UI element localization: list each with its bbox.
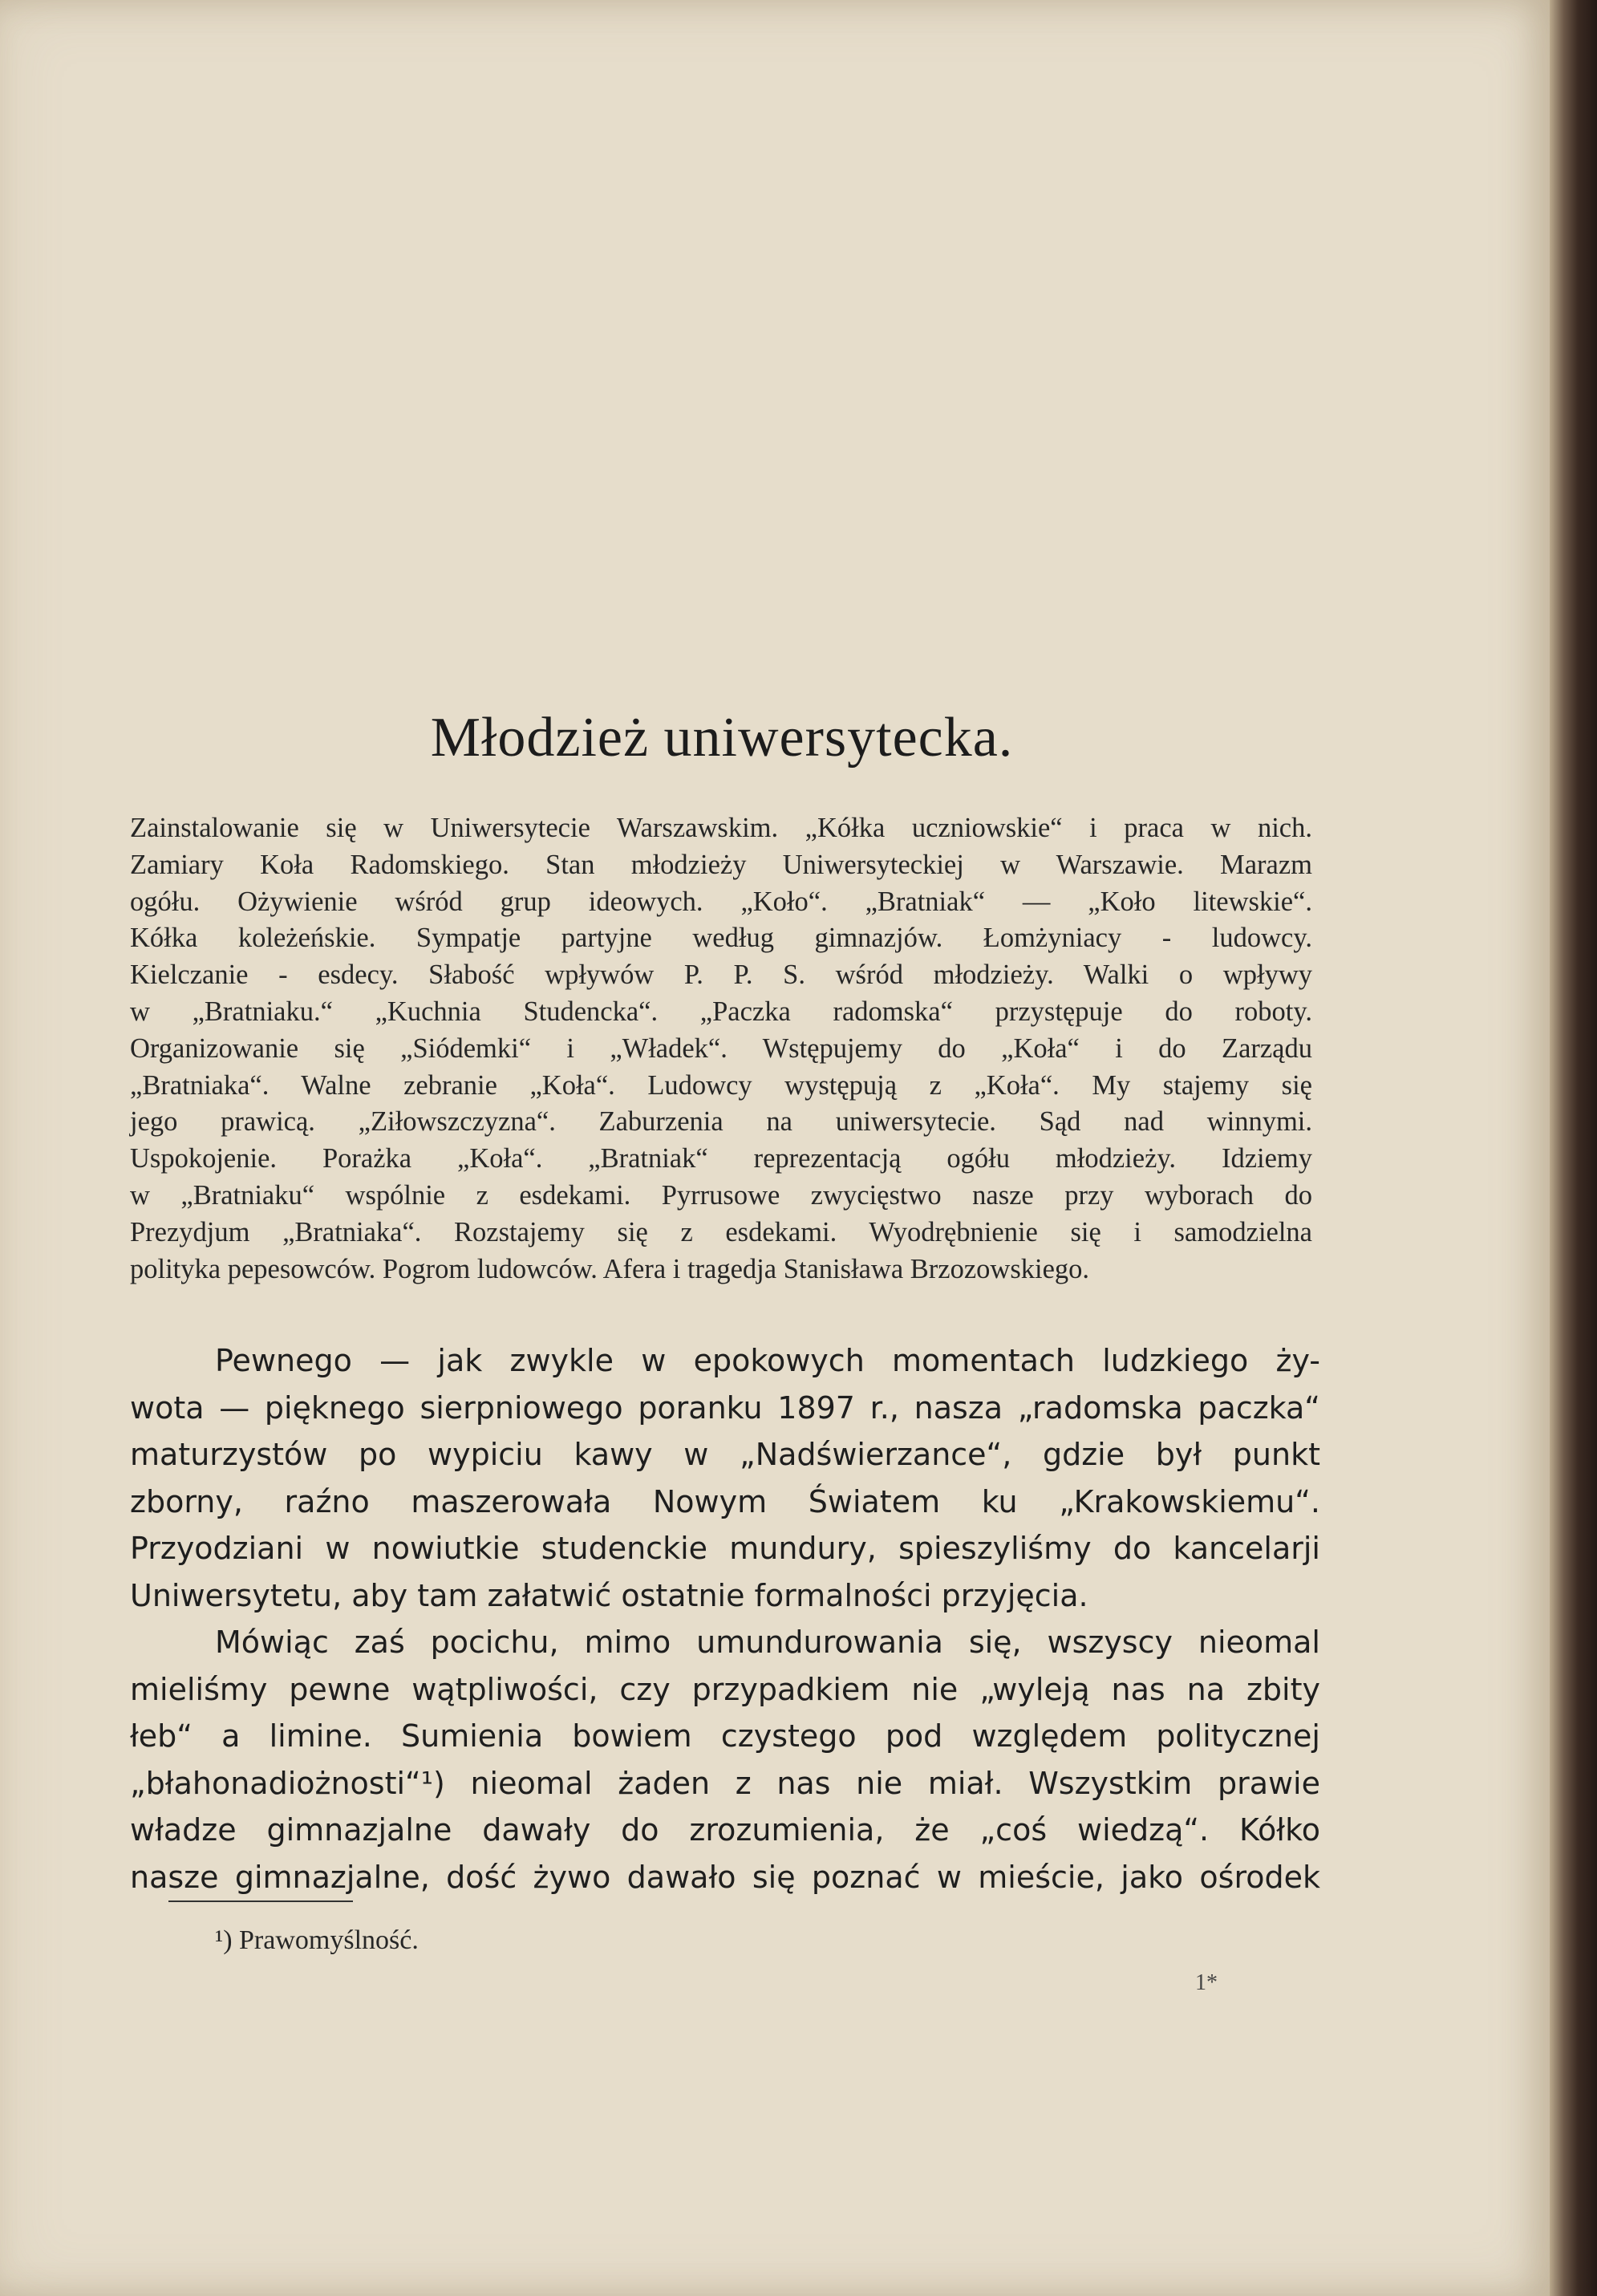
body-line: Uniwersytetu, aby tam załatwić ostatnie formalności przyjęcia. (130, 1577, 1088, 1613)
summary-line: w „Bratniaku“ wspólnie z esdekami. Pyrrusowe zwycięstwo nasze przy wyborach do (130, 1179, 1312, 1211)
summary-line: Prezydjum „Bratniaka“. Rozstajemy się z esdekami. Wyodrębnienie się i samodzielna (130, 1216, 1312, 1247)
body-line: władze gimnazjalne dawały do zrozumienia, że „coś wiedzą“. Kółko (130, 1812, 1320, 1848)
summary-line: Kielczanie - esdecy. Słabość wpływów P. P. S. wśród młodzieży. Walki o wpływy (130, 959, 1312, 991)
summary-line: Zamiary Koła Radomskiego. Stan młodzieży Uniwersyteckiej w Warszawie. Marazm (130, 849, 1312, 880)
summary-line: w „Bratniaku.“ „Kuchnia Studencka“. „Paczka radomska“ przystępuje do roboty. (130, 996, 1312, 1027)
summary-line: Kółka koleżeńskie. Sympatje partyjne według gimnazjów. Łomżyniacy - ludowcy. (130, 923, 1312, 954)
summary-line: jego prawicą. „Ziłowszczyzna“. Zaburzenia na uniwersytecie. Sąd nad winnymi. (130, 1106, 1312, 1138)
summary-line: Organizowanie się „Siódemki“ i „Władek“. Wstępujemy do „Koła“ i do Zarządu (130, 1032, 1312, 1064)
signature-mark: 1* (1195, 1970, 1218, 1995)
body-line: łeb“ a limine. Sumienia bowiem czystego pod względem politycznej (130, 1718, 1320, 1754)
chapter-title: Młodzież uniwersytecka. (430, 707, 1014, 769)
body-line: Pewnego — jak zwykle w epokowych momentach ludzkiego ży- (215, 1343, 1320, 1378)
chapter-summary (130, 810, 1312, 1288)
body-line: wota — pięknego sierpniowego poranku 1897 r., nasza „radomska paczka“ (130, 1389, 1320, 1426)
body-line: Mówiąc zaś pocichu, mimo umundurowania się, wszyscy nieomal (215, 1625, 1320, 1660)
body-line: mieliśmy pewne wątpliwości, czy przypadkiem nie „wyleją nas na zbity (130, 1671, 1320, 1707)
book-spine-edge (1550, 0, 1597, 2296)
summary-line: polityka pepesowców. Pogrom ludowców. Afera i tragedja Stanisława Brzozowskiego. (130, 1253, 1090, 1284)
body-line: Przyodziani w nowiutkie studenckie mundury, spieszyliśmy do kancelarji (130, 1531, 1320, 1566)
footnote-divider (168, 1900, 353, 1902)
body-line: nasze gimnazjalne, dość żywo dawało się poznać w mieście, jako ośrodek (130, 1859, 1320, 1895)
body-line: zborny, raźno maszerowała Nowym Światem ku „Krakowskiemu“. (130, 1483, 1320, 1519)
body-line: maturzystów po wypiciu kawy w „Nadświerzance“, gdzie był punkt (130, 1437, 1320, 1472)
body-text (130, 1337, 1320, 1900)
summary-line: Zainstalowanie się w Uniwersytecie Warszawskim. „Kółka uczniowskie“ i praca w nich. (130, 813, 1312, 843)
body-line: „błahonadiożnosti“¹) nieomal żaden z nas nie miał. Wszystkim prawie (130, 1765, 1320, 1801)
summary-line: „Bratniaka“. Walne zebranie „Koła“. Ludowcy występują z „Koła“. My stajemy się (130, 1069, 1312, 1101)
summary-line: Uspokojenie. Porażka „Koła“. „Bratniak“ reprezentacją ogółu młodzieży. Idziemy (130, 1143, 1312, 1174)
summary-line: ogółu. Ożywienie wśród grup ideowych. „Koło“. „Bratniak“ — „Koło litewskie“. (130, 886, 1312, 917)
footnote: ¹) Prawomyślność. (215, 1925, 419, 1955)
